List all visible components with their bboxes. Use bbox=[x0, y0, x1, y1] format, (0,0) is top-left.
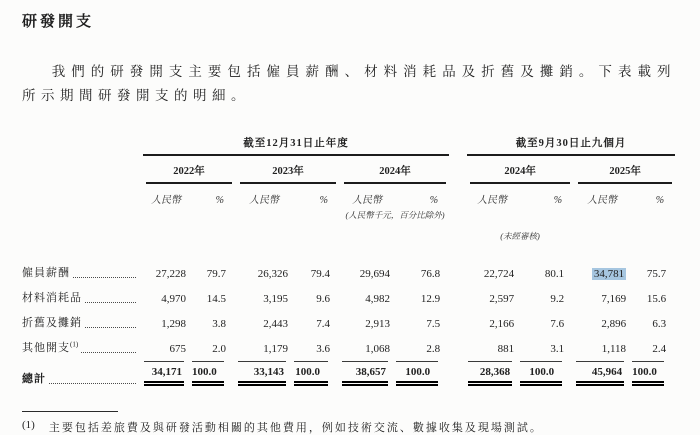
percent-header: % bbox=[429, 195, 439, 206]
year-2022: 2022年 bbox=[142, 156, 236, 184]
total-cell: 100.0 bbox=[292, 355, 340, 386]
column-gap bbox=[450, 156, 466, 184]
table-cell: 29,694 bbox=[359, 268, 390, 280]
total-label: 總計 bbox=[22, 355, 142, 386]
table-group-header-row bbox=[22, 135, 676, 156]
footnote-separator bbox=[22, 411, 118, 412]
table-cell: 79.4 bbox=[310, 268, 330, 280]
table-cell: 2.4 bbox=[652, 343, 667, 355]
column-gap bbox=[450, 184, 466, 206]
table-cell: 7.5 bbox=[426, 318, 441, 330]
table-cell: 4,970 bbox=[161, 293, 186, 305]
table-cell: 3.1 bbox=[550, 343, 565, 355]
table-cell: 2.0 bbox=[212, 343, 226, 355]
total-cell: 100.0 bbox=[190, 355, 236, 386]
currency-header: 人民幣 bbox=[352, 195, 382, 206]
percent-header: % bbox=[319, 195, 328, 206]
table-cell: 14.5 bbox=[206, 293, 226, 305]
table-cell: 7.6 bbox=[550, 318, 565, 330]
dot-leader bbox=[81, 352, 136, 353]
table-cell: 1,179 bbox=[263, 343, 288, 355]
currency-header: 人民幣 bbox=[151, 195, 181, 206]
table-cell: 1,298 bbox=[161, 318, 186, 330]
table-cell: 4,982 bbox=[365, 293, 390, 305]
table-cell: 2,597 bbox=[489, 293, 515, 305]
table-row-material-consumables bbox=[22, 280, 676, 305]
group-header-annual: 截至12月31日止年度 bbox=[142, 135, 450, 156]
total-cell: 45,964 bbox=[574, 355, 630, 386]
percent-header: % bbox=[215, 195, 224, 206]
table-row-employee-compensation bbox=[22, 242, 676, 280]
row-label: 折舊及攤銷 bbox=[22, 305, 142, 330]
table-cell: 76.8 bbox=[420, 268, 441, 280]
table-cell-highlighted bbox=[574, 242, 630, 280]
row-label: 其他開支$^{(1)}$ bbox=[22, 330, 142, 355]
percent-header: % bbox=[655, 195, 665, 206]
footnote-text: 主要包括差旅費及與研發活動相關的其他費用，例如技術交流、數據收集及現場測試。 bbox=[48, 422, 543, 434]
table-cell: 2,443 bbox=[263, 318, 288, 330]
table-row-total bbox=[22, 355, 676, 386]
dot-leader bbox=[85, 327, 136, 328]
table-row-other-expenses bbox=[22, 330, 676, 355]
table-cell: 12.9 bbox=[420, 293, 441, 305]
table-cell: 79.7 bbox=[206, 268, 226, 280]
total-cell: 100.0 bbox=[630, 355, 676, 386]
footnote-marker: (1) bbox=[22, 419, 35, 431]
table-cell: 3.8 bbox=[212, 318, 226, 330]
table-subheader-row bbox=[22, 184, 676, 206]
year-2025: 2025年 bbox=[574, 156, 676, 184]
table-cell: 27,228 bbox=[155, 268, 186, 280]
currency-header: 人民幣 bbox=[587, 195, 618, 206]
percent-header: % bbox=[553, 195, 563, 206]
footnote-ref: (1) bbox=[70, 340, 79, 349]
row-label: 僱員薪酬 bbox=[22, 242, 142, 280]
footnote bbox=[22, 419, 676, 435]
rd-expenses-table bbox=[22, 135, 676, 386]
table-cell: 22,724 bbox=[483, 268, 515, 280]
table-cell: 675 bbox=[169, 343, 186, 355]
table-cell: 2,166 bbox=[489, 318, 515, 330]
table-cell: 2,913 bbox=[365, 318, 390, 330]
group-header-nine-month: 截至9月30日止九個月 bbox=[466, 135, 676, 156]
dot-leader bbox=[49, 383, 136, 384]
table-year-row bbox=[22, 156, 676, 184]
table-cell: 15.6 bbox=[646, 293, 667, 305]
table-row-depreciation-amortization bbox=[22, 305, 676, 330]
column-gap bbox=[450, 135, 466, 156]
dot-leader bbox=[85, 302, 136, 303]
total-cell: 33,143 bbox=[236, 355, 292, 386]
unaudited-note: (未經審核) bbox=[500, 231, 540, 241]
unit-note-row bbox=[22, 206, 676, 221]
total-cell: 28,368 bbox=[466, 355, 518, 386]
table-cell: 9.2 bbox=[550, 293, 565, 305]
intro-paragraph: 我們的研發開支主要包括僱員薪酬、材料消耗品及折舊及攤銷。下表載列所示期間研發開支的明細。 bbox=[22, 64, 676, 103]
table-cell: 3.6 bbox=[316, 343, 330, 355]
dot-leader bbox=[73, 277, 136, 278]
unit-note: (人民幣千元，百分比除外) bbox=[345, 210, 445, 220]
table-cell: 7.4 bbox=[316, 318, 330, 330]
highlighted-value: 34,781 bbox=[593, 268, 625, 280]
year-2024: 2024年 bbox=[340, 156, 450, 184]
year-2023: 2023年 bbox=[236, 156, 340, 184]
total-cell: 100.0 bbox=[518, 355, 574, 386]
total-cell: 100.0 bbox=[394, 355, 450, 386]
row-label: 材料消耗品 bbox=[22, 280, 142, 305]
year-2024-nine-month: 2024年 bbox=[466, 156, 574, 184]
table-cell: 75.7 bbox=[646, 268, 667, 280]
table-cell: 2.8 bbox=[426, 343, 441, 355]
total-cell: 34,171 bbox=[142, 355, 190, 386]
total-cell: 38,657 bbox=[340, 355, 394, 386]
table-cell: 9.6 bbox=[316, 293, 330, 305]
unaudited-note-row bbox=[22, 221, 676, 242]
table-cell: 881 bbox=[497, 343, 515, 355]
table-cell: 1,068 bbox=[365, 343, 390, 355]
table-cell: 6.3 bbox=[652, 318, 667, 330]
currency-header: 人民幣 bbox=[477, 195, 508, 206]
table-cell: 2,896 bbox=[601, 318, 627, 330]
table-cell: 1,118 bbox=[601, 343, 627, 355]
table-cell: 26,326 bbox=[257, 268, 288, 280]
table-cell: 3,195 bbox=[263, 293, 288, 305]
table-cell: 80.1 bbox=[544, 268, 565, 280]
table-cell: 7,169 bbox=[601, 293, 627, 305]
currency-header: 人民幣 bbox=[249, 195, 279, 206]
section-title: 研發開支 bbox=[22, 14, 95, 30]
